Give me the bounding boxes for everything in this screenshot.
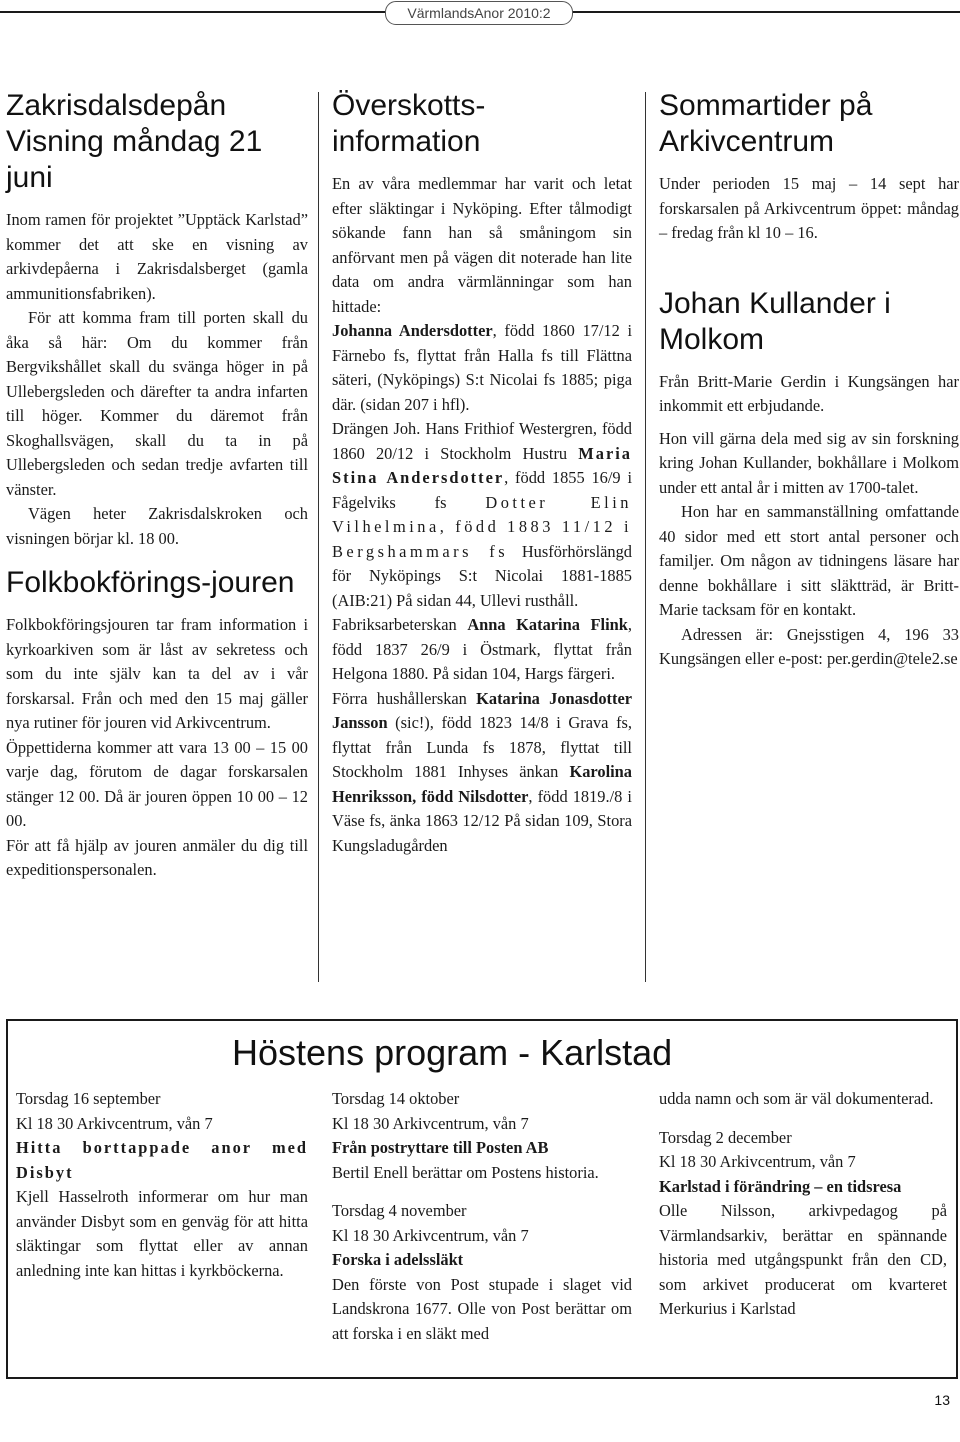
paragraph: Hon har en sammanställning omfattande 40 sidor med ett stort antal personer och familjer. Om någon av tidningens läsare har denne bokhållare i sitt släktträd, är Britt-Marie tacksam för en kontakt. — [659, 502, 959, 619]
publication-badge: VärmlandsAnor 2010:2 — [385, 1, 573, 25]
program-column-3 — [659, 1087, 947, 1322]
paragraph: Drängen Joh. Hans Frithiof Westergren, född 1860 20/12 i Stockholm Hustru Maria Stina Andersdotter, född 1855 16/9 i Fågelviks fs Dotter Elin Vilhelmina, född 1883 11/12 i Bergshammars fs Husförhörslängd för Nyköpings S:t Nicolai 1881-1885 (AIB:21) På sidan 44, Ullevi rusthåll. — [332, 419, 632, 610]
person-name: Maria Stina Andersdotter — [332, 443, 632, 487]
header-rule-right — [571, 11, 960, 13]
event-date: Torsdag 4 november — [332, 1201, 467, 1220]
program-column-1 — [16, 1087, 308, 1283]
column-divider — [318, 92, 319, 982]
paragraph: Öppettiderna kommer att vara 13 00 – 15 00 varje dag, förutom de dagar forskarsalen stänger 12 00. Då är jouren öppen 10 00 – 12 00. — [6, 737, 308, 830]
event-place: Kl 18 30 Arkivcentrum, vån 7 — [16, 1113, 213, 1133]
paragraph: Inom ramen för projektet ”Upptäck Karlstad” kommer det att ske en visning av arkivdepåerna i Zakrisdalsberget (gamla ammunitionsfabriken). — [6, 210, 308, 303]
event-title: Karlstad i förändring – en tidsresa — [659, 1176, 902, 1196]
paragraph: Förra hushållerskan Katarina Jonasdotter Jansson (sic!), född 1823 14/8 i Grava fs, flyttat från Lunda fs 1878, flyttat till Stockholm 1881 Inhyses änkan Karolina Henriksson, född Nilsdotter, född 1819./8 i Väse fs, änka 1863 12/12 På sidan 109, Stora Kungsladugården — [332, 688, 632, 855]
article-title-folkbokforing: Folkbokförings-jouren — [6, 566, 295, 599]
event-title: Forska i adelssläkt — [332, 1250, 464, 1269]
column-middle — [332, 88, 632, 858]
event-description: Olle Nilsson, arkivpedagog på Värmlandsarkiv, berättar en spännande historia med utgångspunkt från den CD, som arkivet producerat om kvarteret Merkurius i Karlstad — [659, 1201, 947, 1318]
paragraph: Från Britt-Marie Gerdin i Kungsängen har inkommit ett erbjudande. — [659, 371, 959, 415]
person-name: Anna Katarina Flink — [467, 615, 628, 634]
article-title-overskott: Överskotts-information — [332, 89, 486, 158]
event-date: Torsdag 14 oktober — [332, 1089, 460, 1108]
event-description: Kjell Hasselroth informerar om hur man använder Disbyt som en genväg för att hitta släktingar som flyttat eller av annan anledning inte kan hittas i kyrkböckerna. — [16, 1187, 308, 1280]
header-rule-left — [0, 11, 385, 13]
paragraph: För att komma fram till porten skall du åka så här: Om du kommer från Bergvikshållet skall du svänga höger in på Ullebergsleden och därefter ta andra infarten till höger. Kommer du däremot från Skoghallsvägen, skall du ta in på Ullebergsleden och sedan tredje avfarten till vänster. — [6, 308, 308, 499]
article-title-sommartider: Sommartider på Arkivcentrum — [659, 89, 873, 158]
person-name: Katarina Jonasdotter Jansson — [332, 688, 632, 732]
event-place: Kl 18 30 Arkivcentrum, vån 7 — [332, 1113, 529, 1133]
paragraph: En av våra medlemmar har varit och letat efter släktingar i Nyköping. Efter tålmodigt sökande fann han så småningom sin anförvant men på vägen dit noterade han lite data om andra värmlänningar som han hittade: — [332, 174, 632, 316]
paragraph: För att få hjälp av jouren anmäler du dig till expeditionspersonalen. — [6, 835, 308, 879]
spaced-text: Dotter Elin Vilhelmina, född 1883 11/12 i Bergshammars fs — [332, 492, 632, 561]
event-description: Bertil Enell berättar om Postens historia. — [332, 1162, 599, 1182]
column-divider — [645, 92, 646, 982]
paragraph: Under perioden 15 maj – 14 sept har forskarsalen på Arkivcentrum öppet: måndag – fredag från kl 10 – 16. — [659, 174, 959, 242]
event-title: Från postryttare till Posten AB — [332, 1138, 549, 1157]
person-name: Karolina Henriksson, född Nilsdotter — [332, 762, 632, 806]
column-left — [6, 88, 308, 883]
article-title-zakrisdal: Zakrisdalsdepån Visning måndag 21 juni — [6, 89, 263, 194]
paragraph: Hon vill gärna dela med sig av sin forskning kring Johan Kullander, bokhållare i Molkom under ett antal år i mitten av 1700-talet. — [659, 428, 959, 497]
paragraph: Fabriksarbeterskan Anna Katarina Flink, född 1837 26/9 i Östmark, flyttat från Helgona 1880. På sidan 104, Hargs färgeri. — [332, 615, 632, 683]
event-date: Torsdag 2 december — [659, 1127, 792, 1147]
program-column-2 — [332, 1087, 632, 1346]
event-place: Kl 18 30 Arkivcentrum, vån 7 — [659, 1152, 856, 1171]
event-date: Torsdag 16 september — [16, 1089, 161, 1108]
paragraph: Adressen är: Gnejsstigen 4, 196 33 Kungsängen eller e-post: per.gerdin@tele2.se — [659, 624, 959, 668]
paragraph: Johanna Andersdotter, född 1860 17/12 i Färnebo fs, flyttat från Halla fs till Flättna säteri, (Nyköpings) S:t Nicolai fs 1885; piga där. (sidan 207 i hfl). — [332, 321, 632, 414]
event-title: Hitta borttappade anor med Disbyt — [16, 1138, 308, 1182]
paragraph: Folkbokföringsjouren tar fram information i kyrkoarkiven som är låst av sekretess och som du inte själv kan ta del av i vår forskarsal. Från och med den 15 maj gäller nya rutiner för jouren vid Arkivcentrum. — [6, 615, 308, 732]
program-title: Höstens program - Karlstad — [232, 1032, 673, 1073]
event-description: udda namn och som är väl dokumenterad. — [659, 1089, 934, 1108]
person-name: Johanna Andersdotter — [332, 321, 493, 340]
article-title-kullander: Johan Kullander i Molkom — [659, 286, 891, 356]
paragraph: Vägen heter Zakrisdalskroken och visningen börjar kl. 18 00. — [6, 504, 308, 548]
event-description: Den förste von Post stupade i slaget vid Landskrona 1677. Olle von Post berättar om att forska i en släkt med — [332, 1274, 632, 1343]
column-right — [659, 88, 959, 672]
page-number: 13 — [934, 1392, 950, 1408]
event-place: Kl 18 30 Arkivcentrum, vån 7 — [332, 1225, 529, 1245]
